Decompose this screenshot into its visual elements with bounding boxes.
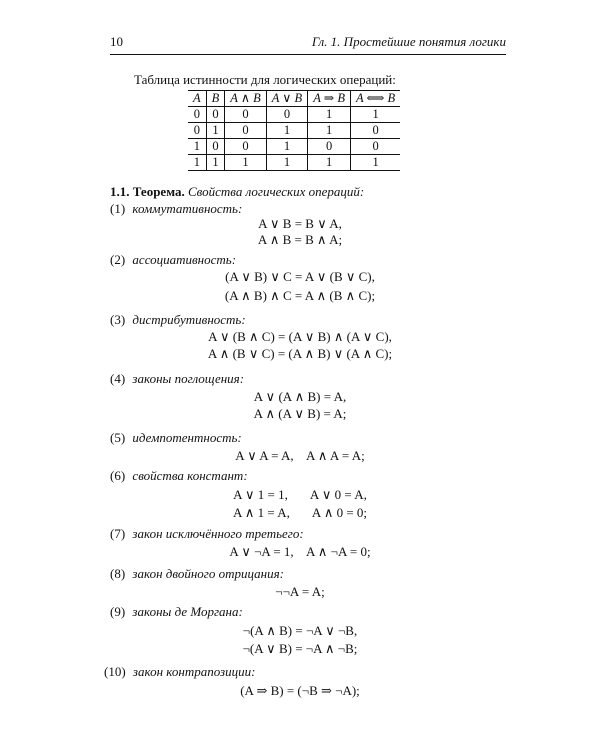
table-cell: 1 [266, 155, 307, 171]
item-number: (10) [104, 664, 126, 679]
item-label: законы де Моргана: [132, 604, 243, 619]
item-number: (3) [110, 312, 126, 327]
item-number: (4) [110, 371, 126, 386]
item-number: (5) [110, 430, 126, 445]
table-cell: 1 [308, 123, 351, 139]
table-cell: 1 [308, 107, 351, 123]
table-cell: 1 [266, 123, 307, 139]
table-cell: 0 [225, 123, 266, 139]
property-item [110, 468, 248, 484]
table-cell: 1 [188, 139, 206, 155]
property-item [110, 526, 304, 542]
table-cell: 0 [266, 107, 307, 123]
table-header-cell: A ⟺ B [350, 91, 400, 107]
table-cell: 1 [206, 155, 225, 171]
item-label: закон контрапозиции: [132, 664, 256, 679]
page-number: 10 [110, 34, 123, 49]
item-number: (2) [110, 252, 126, 267]
table-cell: 1 [206, 123, 225, 139]
table-row [188, 139, 400, 155]
table-header-cell: A [188, 91, 206, 107]
property-item [110, 252, 236, 268]
table-cell: 0 [188, 107, 206, 123]
table-cell: 1 [308, 155, 351, 171]
formula: A ∨ ¬A = 1, A ∧ ¬A = 0; [229, 544, 371, 559]
table-cell: 1 [188, 155, 206, 171]
formula: A ∧ 1 = A, A ∧ 0 = 0; [232, 505, 368, 520]
property-item [110, 371, 244, 387]
item-number: (9) [110, 604, 126, 619]
theorem-heading [110, 184, 364, 200]
property-item [110, 604, 243, 620]
table-header-cell: B [206, 91, 225, 107]
formula: A ∧ (A ∨ B) = A; [253, 406, 347, 421]
item-label: закон двойного отрицания: [132, 566, 284, 581]
formula: (A ⇒ B) = (¬B ⇒ ¬A); [240, 683, 360, 698]
table-row [188, 123, 400, 139]
item-label: свойства констант: [132, 468, 248, 483]
formula: (A ∨ B) ∨ C = A ∨ (B ∨ C), [225, 269, 375, 284]
table-cell: 0 [350, 139, 400, 155]
table-row [188, 155, 400, 171]
table-header-row [188, 91, 400, 107]
property-item [110, 430, 242, 446]
item-label: ассоциативность: [132, 252, 237, 267]
property-item [104, 664, 255, 680]
item-label: коммутативность: [132, 201, 243, 216]
table-header-cell: A ∨ B [266, 91, 307, 107]
table-header-cell: A ∧ B [225, 91, 266, 107]
table-row [188, 107, 400, 123]
running-title: Гл. 1. Простейшие понятия логики [311, 34, 506, 49]
page-header [110, 34, 506, 55]
formula: A ∨ 1 = 1, A ∨ 0 = A, [233, 487, 367, 502]
item-number: (1) [110, 201, 126, 216]
table-header-cell: A ⇒ B [308, 91, 351, 107]
formula: A ∧ B = B ∧ A; [257, 232, 343, 247]
theorem-subtitle: Свойства логических операций: [187, 184, 365, 199]
formula: ¬(A ∧ B) = ¬A ∨ ¬B, [242, 623, 358, 638]
table-cell: 0 [206, 107, 225, 123]
property-item [110, 312, 246, 328]
formula: (A ∧ B) ∧ C = A ∧ (B ∧ C); [224, 288, 376, 303]
table-caption: Таблица истинности для логических операций: [134, 72, 396, 87]
property-item [110, 201, 242, 217]
formula: A ∧ (B ∨ C) = (A ∧ B) ∨ (A ∧ C); [207, 346, 393, 361]
table-cell: 1 [266, 139, 307, 155]
theorem-number-title: 1.1. Теорема. [110, 184, 185, 199]
formula: A ∨ A = A, A ∧ A = A; [235, 448, 365, 463]
formula: ¬(A ∨ B) = ¬A ∧ ¬B; [242, 641, 358, 656]
truth-table [188, 90, 400, 171]
item-label: законы поглощения: [132, 371, 245, 386]
formula: ¬¬A = A; [275, 584, 325, 599]
item-number: (8) [110, 566, 126, 581]
formula: A ∨ (B ∧ C) = (A ∨ B) ∧ (A ∨ C), [208, 329, 392, 344]
item-number: (6) [110, 468, 126, 483]
formula: A ∨ (A ∧ B) = A, [253, 389, 347, 404]
table-cell: 1 [350, 155, 400, 171]
item-label: идемпотентность: [132, 430, 242, 445]
item-number: (7) [110, 526, 126, 541]
table-cell: 1 [225, 155, 266, 171]
table-cell: 1 [350, 107, 400, 123]
table-cell: 0 [225, 107, 266, 123]
table-cell: 0 [206, 139, 225, 155]
item-label: дистрибутивность: [132, 312, 246, 327]
table-cell: 0 [188, 123, 206, 139]
table-cell: 0 [308, 139, 351, 155]
table-cell: 0 [225, 139, 266, 155]
table-cell: 0 [350, 123, 400, 139]
property-item [110, 566, 284, 582]
item-label: закон исключённого третьего: [132, 526, 304, 541]
formula: A ∨ B = B ∨ A, [258, 216, 342, 231]
